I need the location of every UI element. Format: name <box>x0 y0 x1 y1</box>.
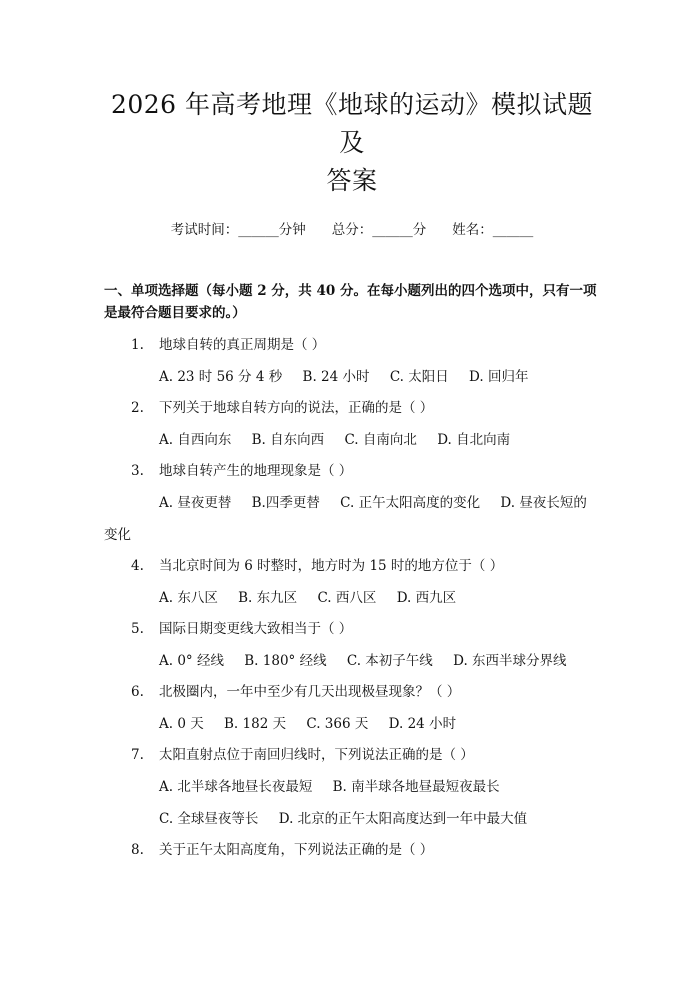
question-text: 地球自转产生的地理现象是（ ） <box>159 463 353 479</box>
question-text: 关于正午太阳高度角，下列说法正确的是（ ） <box>159 842 434 858</box>
option-a: A. 0 天 <box>159 716 204 732</box>
option-d: D. 西九区 <box>396 590 457 606</box>
question-1 <box>104 335 600 355</box>
option-b: B. 自东向西 <box>251 432 325 448</box>
question-number: 6. <box>131 684 144 700</box>
question-2-options <box>104 430 600 450</box>
question-1-options <box>104 367 600 387</box>
question-7-options-row-1 <box>104 777 600 797</box>
option-b: B.四季更替 <box>251 495 320 511</box>
question-8 <box>104 840 600 860</box>
question-text: 北极圈内，一年中至少有几天出现极昼现象？（ ） <box>159 684 461 700</box>
title-line-2: 答案 <box>326 166 378 195</box>
question-3-options <box>104 493 600 513</box>
option-d: D. 东西半球分界线 <box>453 653 567 669</box>
option-b: B. 24 小时 <box>302 369 370 385</box>
question-number: 8. <box>131 842 144 858</box>
question-text: 国际日期变更线大致相当于（ ） <box>159 621 353 637</box>
section-heading-line-1: 一、单项选择题（每小题 2 分，共 40 分。在每小题列出的四个选项中，只有一项 <box>104 283 597 299</box>
option-c: C. 正午太阳高度的变化 <box>340 495 481 511</box>
question-number: 2. <box>131 400 144 416</box>
question-text: 地球自转的真正周期是（ ） <box>159 337 326 353</box>
question-6 <box>104 682 600 702</box>
option-a: A. 0° 经线 <box>159 653 224 669</box>
option-c: C. 西八区 <box>317 590 377 606</box>
question-4 <box>104 556 600 576</box>
exam-time-label: 考试时间：______分钟 <box>170 222 306 238</box>
option-b: B. 南半球各地昼最短夜最长 <box>332 779 500 795</box>
section-heading-line-2: 是最符合题目要求的。） <box>104 305 246 321</box>
option-d-continuation: 变化 <box>104 527 131 543</box>
exam-meta <box>104 220 600 240</box>
student-name-label: 姓名：______ <box>452 222 534 238</box>
title-line-1: 2026 年高考地理《地球的运动》模拟试题及 <box>110 90 594 157</box>
question-6-options <box>104 714 600 734</box>
section-heading <box>104 280 600 324</box>
option-a: A. 昼夜更替 <box>159 495 232 511</box>
option-c: C. 自南向北 <box>344 432 417 448</box>
option-a: A. 北半球各地昼长夜最短 <box>159 779 313 795</box>
question-text: 当北京时间为 6 时整时，地方时为 15 时的地方位于（ ） <box>159 558 504 574</box>
exam-page <box>0 86 700 991</box>
question-7 <box>104 745 600 765</box>
option-b: B. 182 天 <box>224 716 287 732</box>
option-a: A. 23 时 56 分 4 秒 <box>159 369 283 385</box>
question-3 <box>104 461 600 481</box>
question-5 <box>104 619 600 639</box>
option-c: C. 本初子午线 <box>346 653 433 669</box>
question-2 <box>104 398 600 418</box>
option-a: A. 东八区 <box>159 590 218 606</box>
option-a: A. 自西向东 <box>159 432 232 448</box>
option-c: C. 太阳日 <box>389 369 449 385</box>
option-d: D. 北京的正午太阳高度达到一年中最大值 <box>278 811 528 827</box>
option-d: D. 昼夜长短的 <box>500 495 587 511</box>
question-text: 下列关于地球自转方向的说法，正确的是（ ） <box>159 400 434 416</box>
option-c: C. 366 天 <box>306 716 369 732</box>
question-number: 5. <box>131 621 144 637</box>
total-score-label: 总分：______分 <box>331 222 427 238</box>
question-number: 3. <box>131 463 144 479</box>
question-4-options <box>104 588 600 608</box>
question-number: 7. <box>131 747 144 763</box>
option-d: D. 自北向南 <box>437 432 511 448</box>
question-5-options <box>104 651 600 671</box>
option-c: C. 全球昼夜等长 <box>159 811 259 827</box>
option-b: B. 东九区 <box>238 590 298 606</box>
question-7-options-row-2 <box>104 809 600 829</box>
question-number: 4. <box>131 558 144 574</box>
option-b: B. 180° 经线 <box>244 653 327 669</box>
question-text: 太阳直射点位于南回归线时，下列说法正确的是（ ） <box>159 747 474 763</box>
page-title <box>104 86 600 200</box>
option-d: D. 回归年 <box>469 369 529 385</box>
option-d: D. 24 小时 <box>388 716 457 732</box>
question-number: 1. <box>131 337 144 353</box>
